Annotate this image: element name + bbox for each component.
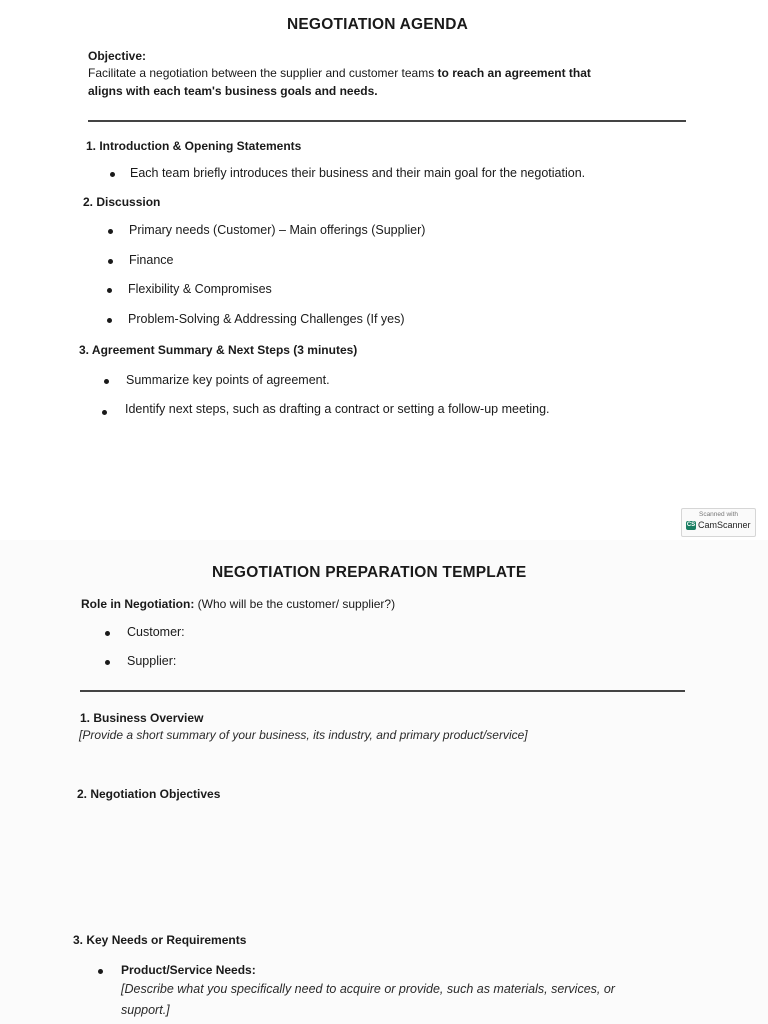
objective-line-2: aligns with each team's business goals and needs. — [88, 84, 378, 98]
business-overview-hint: [Provide a short summary of your business, its industry, and primary product/service] — [79, 728, 528, 742]
agenda-item: Flexibility & Compromises — [128, 282, 272, 296]
agenda-item: Primary needs (Customer) – Main offerings (Supplier) — [129, 223, 426, 237]
bullet-icon — [104, 379, 109, 384]
role-item-customer: Customer: — [127, 625, 185, 639]
objective-text-bold: to reach an agreement that — [434, 66, 591, 80]
agenda-item: Each team briefly introduces their business and their main goal for the negotiation. — [130, 166, 586, 180]
bullet-icon — [102, 410, 107, 415]
objective-label: Objective: — [88, 49, 147, 63]
objective-line-1 — [88, 66, 591, 80]
objective-text-normal: Facilitate a negotiation between the supplier and customer teams — [88, 66, 435, 80]
negotiation-objectives-heading: 2. Negotiation Objectives — [77, 787, 221, 801]
role-item-supplier: Supplier: — [127, 654, 177, 668]
business-overview-heading: 1. Business Overview — [80, 711, 204, 725]
bullet-icon — [108, 259, 113, 264]
template-page — [0, 540, 768, 1024]
agenda-item: Finance — [129, 253, 174, 267]
role-label: Role in Negotiation: — [81, 597, 195, 611]
agenda-item: Problem-Solving & Addressing Challenges (If yes) — [128, 312, 405, 326]
agenda-section-heading: 1. Introduction & Opening Statements — [86, 139, 302, 153]
watermark-name: CamScanner — [698, 520, 751, 530]
bullet-icon — [107, 318, 112, 323]
agenda-divider — [88, 120, 686, 122]
bullet-icon — [105, 631, 110, 636]
role-line — [81, 597, 395, 611]
agenda-title: NEGOTIATION AGENDA — [287, 16, 468, 33]
bullet-icon — [110, 172, 115, 177]
agenda-section-heading: 2. Discussion — [83, 195, 161, 209]
camscanner-watermark — [681, 508, 756, 537]
agenda-item: Identify next steps, such as drafting a contract or setting a follow-up meeting. — [125, 402, 550, 416]
role-hint: (Who will be the customer/ supplier?) — [194, 597, 396, 611]
product-service-needs-hint-2: support.] — [121, 1003, 170, 1017]
bullet-icon — [107, 288, 112, 293]
product-service-needs-label: Product/Service Needs: — [121, 963, 256, 977]
bullet-icon — [98, 969, 103, 974]
bullet-icon — [108, 229, 113, 234]
bullet-icon — [105, 660, 110, 665]
watermark-caption: Scanned with — [698, 511, 739, 518]
template-title: NEGOTIATION PREPARATION TEMPLATE — [212, 564, 527, 581]
agenda-item: Summarize key points of agreement. — [126, 373, 330, 387]
product-service-needs-hint-1: [Describe what you specifically need to acquire or provide, such as materials, services, or — [121, 982, 615, 996]
key-needs-heading: 3. Key Needs or Requirements — [73, 933, 247, 947]
camscanner-logo-icon: CS — [686, 522, 696, 528]
template-divider — [80, 690, 685, 692]
agenda-section-heading: 3. Agreement Summary & Next Steps (3 minutes) — [79, 343, 358, 357]
